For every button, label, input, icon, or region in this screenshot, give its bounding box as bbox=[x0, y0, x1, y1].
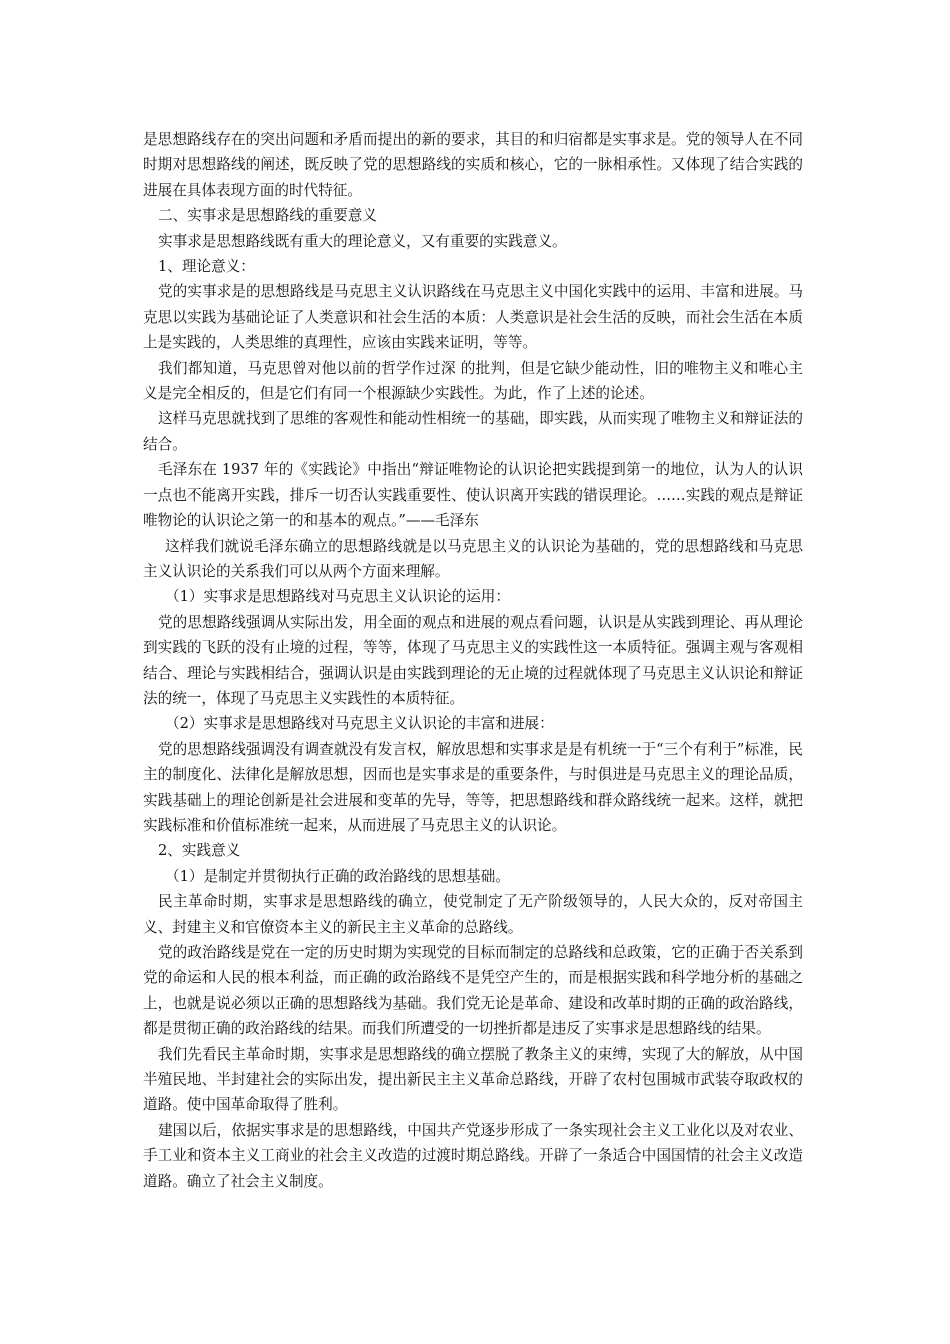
paragraph-enrichment: 党的思想路线强调没有调查就没有发言权，解放思想和实事求是是有机统一于“三个有利于”标准，民主的制度化、法律化是解放思想，因而也是实事求是的重要条件，与时俱进是马克思主义的理论品质，实践基础上的理论创新是社会进展和变革的先导，等等，把思想路线和群众路线统一起来。这样，就把实践标准和价值标准统一起来，从而进展了马克思主义的认识论。 bbox=[143, 740, 803, 834]
paragraph-theory-2: 我们都知道，马克思曾对他以前的哲学作过深 的批判，但是它缺少能动性，旧的唯物主义和唯心主义是完全相反的，但是它们有同一个根源缺少实践性。为此，作了上述的论述。 bbox=[143, 359, 803, 403]
subheading-theory: 1、理论意义： bbox=[158, 258, 255, 276]
paragraph-practice-4: 建国以后，依据实事求是的思想路线，中国共产党逐步形成了一条实现社会主义工业化以及对农业、手工业和资本主义工商业的社会主义改造的过渡时期总路线。开辟了一条适合中国国情的社会主义改造道路。确立了社会主义制度。 bbox=[143, 1121, 803, 1190]
subheading-political-line: （1）是制定并贯彻执行正确的政治路线的思想基础。 bbox=[165, 867, 510, 885]
subheading-enrichment: （2）实事求是思想路线对马克思主义认识论的丰富和进展： bbox=[165, 715, 554, 733]
paragraph-intro: 实事求是思想路线既有重大的理论意义，又有重要的实践意义。 bbox=[158, 232, 567, 250]
paragraph-application: 党的思想路线强调从实际出发，用全面的观点和进展的观点看问题，认识是从实践到理论、再从理论到实践的飞跃的没有止境的过程，等等，体现了马克思主义的实践性这一本质特征。强调主观与客观相结合、理论与实践相结合，强调认识是由实践到理论的无止境的过程就体现了马克思主义认识论和辩证法的统一，体现了马克思主义实践性的本质特征。 bbox=[143, 613, 803, 707]
paragraph-practice-1: 民主革命时期，实事求是思想路线的确立，使党制定了无产阶级领导的，人民大众的，反对帝国主义、封建主义和官僚资本主义的新民主主义革命的总路线。 bbox=[143, 893, 803, 936]
paragraph-quote-mao: 毛泽东在 1937 年的《实践论》中指出“辩证唯物论的认识论把实践提到第一的地位，认为人的认识一点也不能离开实践，排斥一切否认实践重要性、使认识离开实践的错误理论。……实践的观点是辩证唯物论的认识论之第一的和基本的观点。”——毛泽东 bbox=[143, 461, 803, 530]
document-page bbox=[143, 127, 803, 1194]
paragraph-practice-2: 党的政治路线是党在一定的历史时期为实现党的目标而制定的总路线和总政策，它的正确于否关系到党的命运和人民的根本利益，而正确的政治路线不是凭空产生的，而是根据实践和科学地分析的基础之上，也就是说必须以正确的思想路线为基础。我们党无论是革命、建设和改革时期的正确的政治路线，都是贯彻正确的政治路线的结果。而我们所遭受的一切挫折都是违反了实事求是思想路线的结果。 bbox=[143, 944, 803, 1038]
paragraph-theory-4: 这样我们就说毛泽东确立的思想路线就是以马克思主义的认识论为基础的，党的思想路线和马克思主义认识论的关系我们可以从两个方面来理解。 bbox=[143, 537, 803, 580]
paragraph-continuation: 是思想路线存在的突出问题和矛盾而提出的新的要求，其目的和归宿都是实事求是。党的领导人在不同时期对思想路线的阐述，既反映了党的思想路线的实质和核心，它的一脉相承性。又体现了结合实践的进展在具体表现方面的时代特征。 bbox=[143, 131, 803, 199]
paragraph-theory-3: 这样马克思就找到了思维的客观性和能动性相统一的基础，即实践，从而实现了唯物主义和辩证法的结合。 bbox=[143, 410, 803, 453]
paragraph-theory-1: 党的实事求是的思想路线是马克思主义认识路线在马克思主义中国化实践中的运用、丰富和进展。马克思以实践为基础论证了人类意识和社会生活的本质：人类意识是社会生活的反映，而社会生活在本质上是实践的，人类思维的真理性，应该由实践来证明，等等。 bbox=[143, 283, 803, 352]
subheading-application: （1）实事求是思想路线对马克思主义认识论的运用： bbox=[165, 588, 510, 606]
section-heading-significance: 二、实事求是思想路线的重要意义 bbox=[158, 207, 377, 225]
paragraph-practice-3: 我们先看民主革命时期，实事求是思想路线的确立摆脱了教条主义的束缚，实现了大的解放，从中国半殖民地、半封建社会的实际出发，提出新民主主义革命总路线，开辟了农村包围城市武装夺取政权的道路。使中国革命取得了胜利。 bbox=[143, 1045, 803, 1114]
subheading-practice: 2、实践意义 bbox=[158, 842, 241, 860]
